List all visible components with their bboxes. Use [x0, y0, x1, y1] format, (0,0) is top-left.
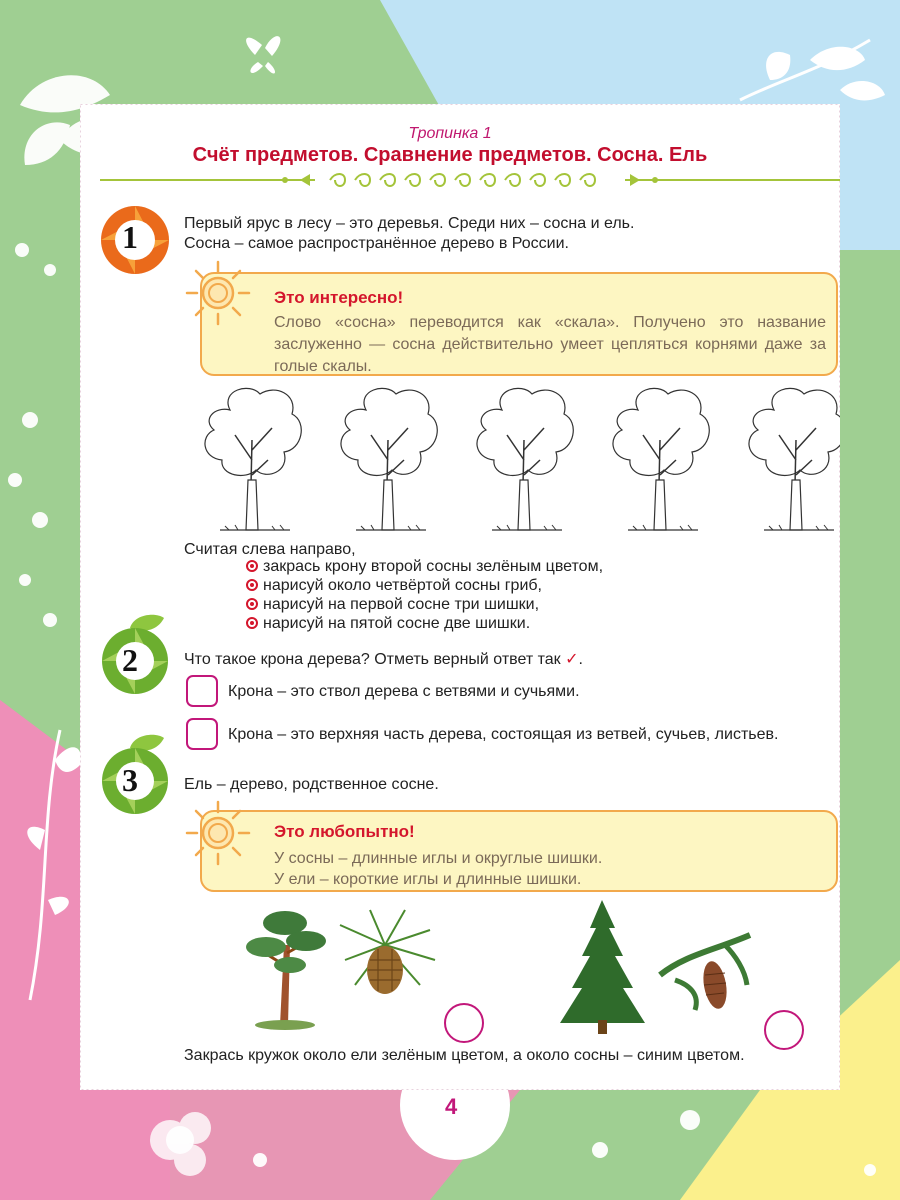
- pine-outlines-row: [180, 380, 840, 540]
- task3-line1: Ель – дерево, родственное сосне.: [184, 776, 439, 793]
- tree-outline-icon: [749, 388, 840, 530]
- answer-checkbox-2[interactable]: [186, 718, 218, 750]
- tree-outline-icon: [205, 388, 301, 530]
- page-number: 4: [445, 1094, 458, 1119]
- callout-body-line1: У сосны – длинные иглы и округлые шишки.: [274, 850, 603, 867]
- answer-option-1: Крона – это ствол дерева с ветвями и сучьями.: [228, 683, 580, 700]
- interesting-fact-callout: [200, 272, 838, 376]
- tree-outline-icon: [477, 388, 573, 530]
- callout-title: Это любопытно!: [274, 822, 415, 841]
- final-instruction: Закрась кружок около ели зелёным цветом, а около сосны – синим цветом.: [184, 1047, 745, 1064]
- spruce-tree-icon: [555, 898, 650, 1038]
- callout-title: Это интересно!: [274, 288, 404, 307]
- curious-fact-callout: [200, 810, 838, 892]
- spruce-cone-icon: [655, 925, 755, 1020]
- bullet-item: нарисуй на пятой сосне две шишки.: [246, 615, 530, 633]
- lesson-subtitle: Тропинка 1: [408, 125, 492, 142]
- bullet-item: нарисуй около четвёртой сосны гриб,: [246, 577, 542, 595]
- pine-tree-icon: [240, 905, 330, 1030]
- task-number: 3: [122, 762, 138, 798]
- sun-icon: [183, 258, 253, 328]
- bullet-item: закрась крону второй сосны зелёным цветом,: [246, 558, 603, 576]
- lesson-title: Счёт предметов. Сравнение предметов. Сосна. Ель: [192, 144, 708, 166]
- task2-question: Что такое крона дерева? Отметь верный ответ так ✓.: [184, 651, 583, 668]
- task1-line2: Сосна – самое распространённое дерево в России.: [184, 235, 569, 252]
- pine-cone-icon: [330, 905, 440, 1005]
- pine-coloring-circle[interactable]: [444, 1003, 484, 1043]
- bullet-item: нарисуй на первой сосне три шишки,: [246, 596, 539, 614]
- tree-outline-icon: [341, 388, 437, 530]
- task-number: 2: [122, 642, 138, 678]
- counting-intro: Считая слева направо,: [184, 541, 356, 558]
- callout-body: Слово «сосна» переводится как «скала». Получено это название заслуженно — сосна действительно умеет цепляться корнями даже за голые скалы.: [274, 314, 826, 375]
- check-icon: ✓: [565, 651, 579, 668]
- task1-line1: Первый ярус в лесу – это деревья. Среди них – сосна и ель.: [184, 215, 635, 232]
- callout-body-line2: У ели – короткие иглы и длинные шишки.: [274, 871, 582, 888]
- sun-icon: [183, 798, 253, 868]
- answer-checkbox-1[interactable]: [186, 675, 218, 707]
- spruce-coloring-circle[interactable]: [764, 1010, 804, 1050]
- title-ornament: [100, 168, 840, 192]
- answer-option-2: Крона – это верхняя часть дерева, состоящая из ветвей, сучьев, листьев.: [228, 726, 779, 743]
- tree-outline-icon: [613, 388, 709, 530]
- task-number: 1: [122, 219, 138, 255]
